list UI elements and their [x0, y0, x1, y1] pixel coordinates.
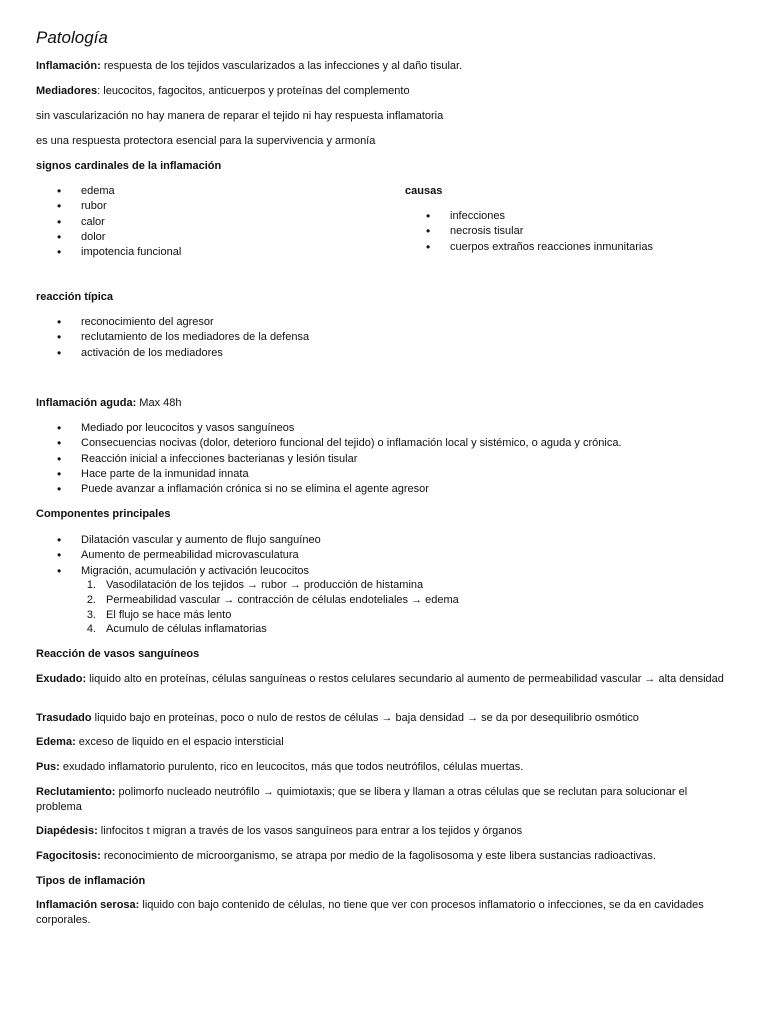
term-label: Reclutamiento:	[36, 786, 116, 798]
list-item: • infecciones	[426, 209, 653, 224]
list-item: • Aumento de permeabilidad microvasculatura	[57, 548, 321, 563]
list-item: • Consecuencias nocivas (dolor, deterioro funcional del tejido) o inflamación local y sistémico, o aguda y crónica.	[57, 436, 622, 451]
numbered-item	[82, 622, 459, 637]
term-text: Max 48h	[136, 397, 182, 409]
item-number: 4.	[86, 623, 96, 636]
term-label: Pus:	[36, 761, 60, 773]
item-number: 1.	[86, 579, 96, 591]
list-item: • Migración, acumulación y activación leucocitos	[57, 564, 321, 579]
term-text: liquido bajo en proteínas, poco o nulo de restos de células → baja densidad → se da por desequilibrio osmótico	[91, 712, 639, 724]
list-item: • Mediado por leucocitos y vasos sanguíneos	[57, 421, 622, 436]
aguda-list	[57, 421, 622, 497]
definition-serosa	[36, 898, 726, 928]
list-item: • activación de los mediadores	[57, 346, 309, 361]
term-label: Inflamación aguda:	[36, 397, 137, 409]
section-heading-componentes: Componentes principales	[36, 508, 171, 520]
term-text: liquido con bajo contenido de células, no tiene que ver con procesos inflamatorio o infecciones, se da en cavidades corporales.	[36, 899, 704, 926]
item-text: Permeabilidad vascular → contracción de células endoteliales → edema	[106, 593, 459, 606]
term-text: liquido alto en proteínas, células sanguíneas o restos celulares secundario al aumento de permeabilidad vascular → alta densidad	[86, 673, 724, 685]
numbered-item	[82, 578, 459, 593]
list-item: • cuerpos extraños reacciones inmunitarias	[426, 240, 653, 255]
page-title: Patología	[36, 28, 108, 47]
section-heading-tipos: Tipos de inflamación	[36, 875, 146, 887]
list-item: • reconocimiento del agresor	[57, 315, 309, 330]
paragraph-line: sin vascularización no hay manera de reparar el tejido ni hay respuesta inflamatoria	[36, 110, 444, 122]
term-label: Inflamación:	[36, 60, 101, 72]
paragraph-mediadores	[36, 84, 726, 99]
term-label: Trasudado	[36, 712, 92, 724]
term-label: Mediadores	[36, 85, 98, 97]
paragraph-aguda	[36, 396, 726, 411]
causas-list	[426, 209, 653, 255]
componentes-sublist	[82, 578, 459, 637]
section-heading-signos: signos cardinales de la inflamación	[36, 160, 222, 172]
list-item: • reclutamiento de los mediadores de la defensa	[57, 330, 309, 345]
definition-fagocitosis	[36, 849, 726, 864]
definition-trasudado	[36, 711, 726, 726]
definition-diapedesis	[36, 824, 726, 839]
section-heading-reaccion-tipica: reacción típica	[36, 291, 114, 303]
list-item: • necrosis tisular	[426, 224, 653, 239]
term-text: respuesta de los tejidos vascularizados a las infecciones y al daño tisular.	[100, 60, 463, 72]
item-number: 3.	[86, 608, 96, 621]
term-text: exceso de liquido en el espacio intersticial	[75, 736, 284, 748]
list-item: • calor	[57, 215, 181, 230]
term-text: reconocimiento de microorganismo, se atrapa por medio de la fagolisosoma y este libera sustancias radioactivas.	[100, 850, 656, 862]
list-item: • impotencia funcional	[57, 245, 181, 260]
list-item: • edema	[57, 184, 181, 199]
term-text: linfocitos t migran a través de los vasos sanguíneos para entrar a los tejidos y órganos	[97, 825, 523, 837]
section-heading-causas: causas	[405, 185, 443, 197]
numbered-item	[82, 608, 459, 623]
list-item: • dolor	[57, 230, 181, 245]
item-number: 2.	[86, 593, 96, 606]
term-label: Diapédesis:	[36, 825, 98, 837]
list-item: • Dilatación vascular y aumento de flujo sanguíneo	[57, 533, 321, 548]
definition-edema	[36, 735, 726, 750]
paragraph-inflamacion	[36, 59, 726, 74]
section-heading-vasos: Reacción de vasos sanguíneos	[36, 648, 200, 660]
term-text: exudado inflamatorio purulento, rico en leucocitos, más que todos neutrófilos, células muertas.	[59, 761, 524, 773]
numbered-item	[82, 593, 459, 608]
item-text: El flujo se hace más lento	[106, 608, 232, 621]
term-label: Inflamación serosa:	[36, 899, 140, 911]
term-text: polimorfo nucleado neutrófilo → quimiotaxis; que se libera y llaman a otras células que se reclutan para solucionar el problema	[36, 786, 688, 813]
item-text: Vasodilatación de los tejidos → rubor → producción de histamina	[106, 579, 424, 591]
signos-list	[57, 184, 181, 260]
list-item: • rubor	[57, 199, 181, 214]
term-label: Exudado:	[36, 673, 87, 685]
componentes-list	[57, 533, 321, 579]
term-label: Edema:	[36, 736, 76, 748]
term-label: Fagocitosis:	[36, 850, 101, 862]
definition-pus	[36, 760, 726, 775]
term-text: : leucocitos, fagocitos, anticuerpos y proteínas del complemento	[97, 85, 410, 97]
definition-exudado	[36, 672, 726, 687]
list-item: • Puede avanzar a inflamación crónica si no se elimina el agente agresor	[57, 482, 622, 497]
definition-reclutamiento	[36, 785, 726, 815]
list-item: • Hace parte de la inmunidad innata	[57, 467, 622, 482]
item-text: Acumulo de células inflamatorias	[106, 623, 267, 636]
list-item: • Reacción inicial a infecciones bacterianas y lesión tisular	[57, 452, 622, 467]
reaccion-tipica-list	[57, 315, 309, 361]
paragraph-line: es una respuesta protectora esencial para la supervivencia y armonía	[36, 135, 376, 147]
